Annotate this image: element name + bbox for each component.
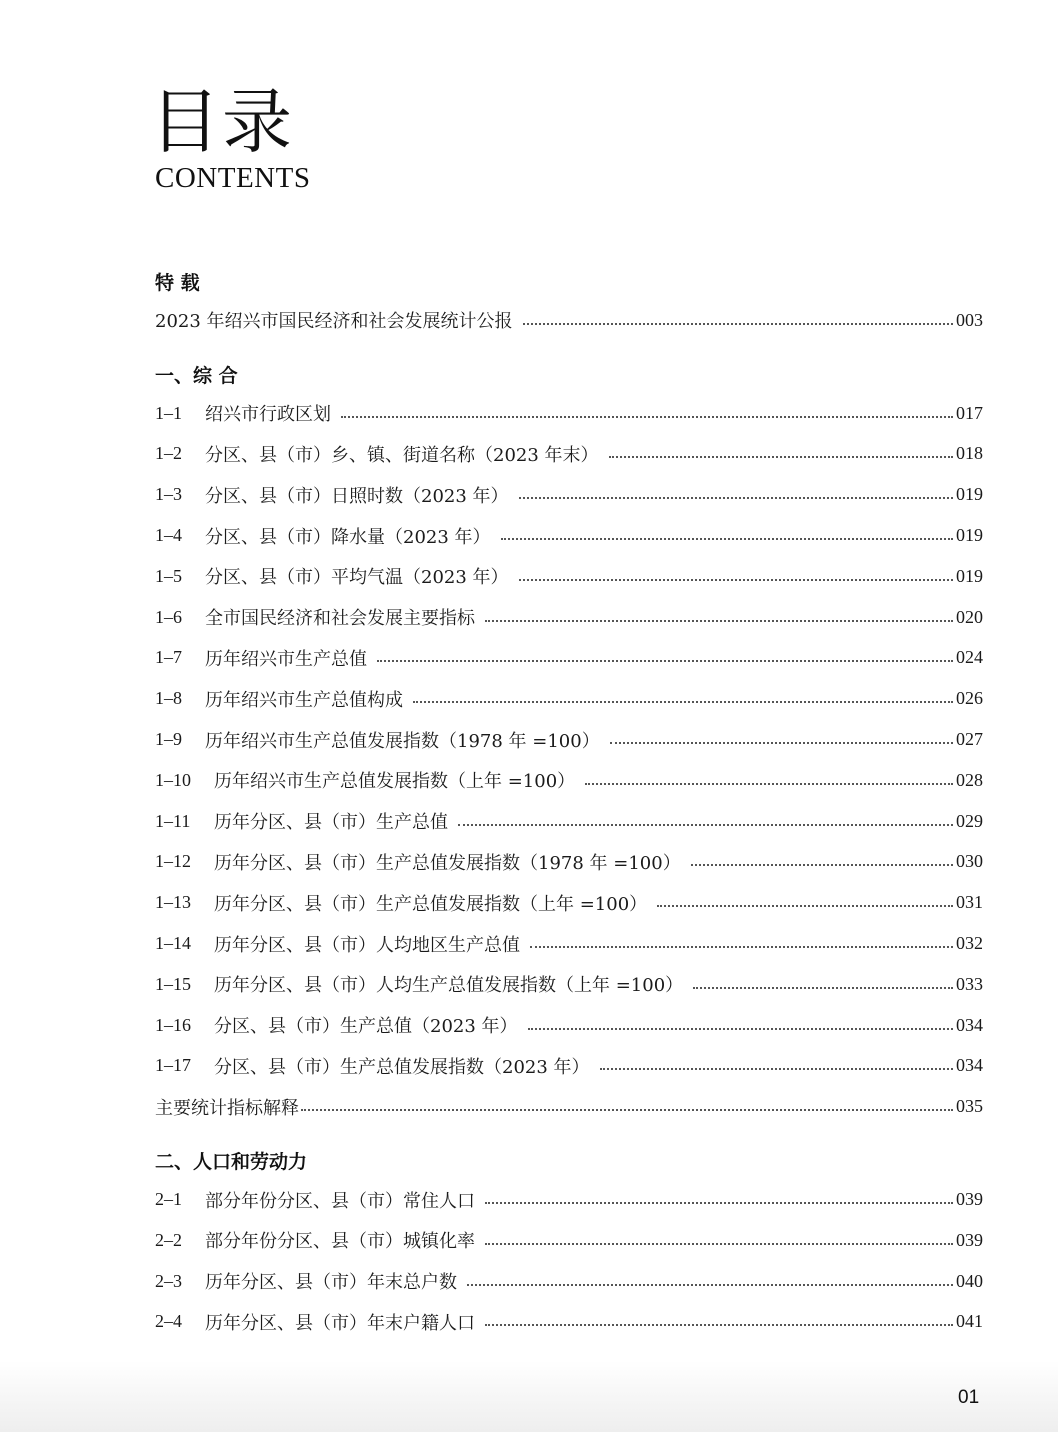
toc-entry-page: 034 xyxy=(956,1055,983,1076)
toc-entry-page: 039 xyxy=(956,1189,983,1210)
page-number: 01 xyxy=(958,1387,980,1408)
section-heading-special: 特 载 xyxy=(155,272,200,294)
toc-entry[interactable] xyxy=(155,964,983,1005)
toc-entry-page: 026 xyxy=(956,688,983,709)
table-of-contents xyxy=(155,266,983,1342)
leader-dots xyxy=(485,1201,953,1204)
toc-entry-number: 1–14 xyxy=(155,933,191,954)
leader-dots xyxy=(485,1242,953,1245)
leader-dots xyxy=(530,945,953,948)
toc-entry[interactable] xyxy=(155,1220,983,1261)
page-title: 目录 xyxy=(150,81,294,163)
toc-entry[interactable] xyxy=(155,515,983,556)
toc-entry-number: 2–4 xyxy=(155,1311,182,1332)
toc-entry-label: 分区、县（市）平均气温（2023 年） xyxy=(205,567,509,589)
toc-entry-label: 分区、县（市）降水量（2023 年） xyxy=(205,526,491,548)
leader-dots xyxy=(585,782,953,785)
toc-entry-label: 历年分区、县（市）人均生产总值发展指数（上年 =100） xyxy=(214,975,684,997)
toc-entry-page: 039 xyxy=(956,1229,983,1250)
toc-entry-number: 1–15 xyxy=(155,973,191,994)
toc-entry-page: 041 xyxy=(956,1311,983,1332)
toc-entry[interactable] xyxy=(155,678,983,719)
leader-dots xyxy=(519,578,953,581)
leader-dots xyxy=(610,741,953,744)
toc-entry-label: 历年绍兴市生产总值发展指数（上年 =100） xyxy=(214,771,576,793)
toc-entry-label: 历年分区、县（市）年末户籍人口 xyxy=(205,1312,475,1334)
toc-entry-page: 024 xyxy=(956,647,983,668)
toc-entry[interactable] xyxy=(155,1086,983,1127)
toc-entry-number: 1–6 xyxy=(155,606,182,627)
leader-dots xyxy=(657,904,953,907)
toc-entry[interactable] xyxy=(155,300,983,341)
toc-entry-label: 历年分区、县（市）生产总值 xyxy=(214,812,448,834)
toc-entry[interactable] xyxy=(155,1261,983,1302)
toc-entry-page: 029 xyxy=(956,810,983,831)
leader-dots xyxy=(693,986,953,989)
leader-dots xyxy=(523,322,953,325)
toc-entry-number: 2–2 xyxy=(155,1229,182,1250)
toc-entry-number: 1–9 xyxy=(155,729,182,750)
toc-entry-label: 2023 年绍兴市国民经济和社会发展统计公报 xyxy=(155,311,513,333)
toc-entry-number: 1–16 xyxy=(155,1014,191,1035)
toc-entry-number: 1–13 xyxy=(155,892,191,913)
page-subtitle: CONTENTS xyxy=(155,162,311,194)
toc-entry-page: 027 xyxy=(956,729,983,750)
toc-entry[interactable] xyxy=(155,882,983,923)
toc-entry-page: 028 xyxy=(956,769,983,790)
toc-entry[interactable] xyxy=(155,760,983,801)
toc-entry-number: 1–10 xyxy=(155,769,191,790)
toc-entry-number: 1–7 xyxy=(155,647,182,668)
toc-entry-page: 017 xyxy=(956,402,983,423)
toc-entry-label: 历年绍兴市生产总值构成 xyxy=(205,689,403,711)
toc-entry-page: 003 xyxy=(956,309,983,330)
toc-entry-page: 034 xyxy=(956,1014,983,1035)
leader-dots xyxy=(377,659,953,662)
toc-entry-number: 2–3 xyxy=(155,1270,182,1291)
toc-entry-page: 035 xyxy=(956,1096,983,1117)
toc-entry-label: 分区、县（市）乡、镇、街道名称（2023 年末） xyxy=(205,444,599,466)
toc-entry-number: 1–4 xyxy=(155,525,182,546)
toc-entry[interactable] xyxy=(155,1302,983,1343)
leader-dots xyxy=(485,1323,953,1326)
leader-dots xyxy=(458,823,953,826)
toc-entry[interactable] xyxy=(155,842,983,883)
toc-entry-label: 主要统计指标解释 xyxy=(155,1097,299,1119)
toc-entry-page: 033 xyxy=(956,973,983,994)
toc-entry-label: 分区、县（市）生产总值发展指数（2023 年） xyxy=(214,1056,590,1078)
toc-entry[interactable] xyxy=(155,1005,983,1046)
toc-entry-page: 040 xyxy=(956,1270,983,1291)
leader-dots xyxy=(301,1108,953,1111)
leader-dots xyxy=(467,1283,953,1286)
toc-entry-page: 019 xyxy=(956,484,983,505)
toc-entry-number: 1–17 xyxy=(155,1055,191,1076)
toc-entry-number: 1–11 xyxy=(155,810,191,831)
leader-dots xyxy=(341,415,953,418)
toc-entry-page: 019 xyxy=(956,525,983,546)
toc-entry-page: 031 xyxy=(956,892,983,913)
toc-entry-page: 030 xyxy=(956,851,983,872)
toc-entry[interactable] xyxy=(155,597,983,638)
leader-dots xyxy=(691,863,953,866)
leader-dots xyxy=(485,619,953,622)
toc-entry[interactable] xyxy=(155,923,983,964)
toc-entry-number: 2–1 xyxy=(155,1189,182,1210)
toc-entry[interactable] xyxy=(155,719,983,760)
toc-entry-page: 032 xyxy=(956,933,983,954)
toc-entry-number: 1–8 xyxy=(155,688,182,709)
toc-entry-label: 历年分区、县（市）年末总户数 xyxy=(205,1272,457,1294)
toc-entry-label: 历年分区、县（市）人均地区生产总值 xyxy=(214,934,520,956)
toc-entry-page: 018 xyxy=(956,443,983,464)
leader-dots xyxy=(519,496,953,499)
toc-entry-label: 历年绍兴市生产总值发展指数（1978 年 =100） xyxy=(205,730,600,752)
toc-entry-page: 019 xyxy=(956,565,983,586)
section-heading-general: 一、综 合 xyxy=(155,364,238,387)
toc-entry[interactable] xyxy=(155,393,983,434)
toc-entry-number: 1–3 xyxy=(155,484,182,505)
leader-dots xyxy=(413,700,953,703)
toc-entry-number: 1–12 xyxy=(155,851,191,872)
toc-entry-page: 020 xyxy=(956,606,983,627)
leader-dots xyxy=(528,1027,953,1030)
leader-dots xyxy=(600,1067,953,1070)
section-heading-population: 二、人口和劳动力 xyxy=(155,1151,308,1174)
toc-entry-label: 历年分区、县（市）生产总值发展指数（上年 =100） xyxy=(214,893,648,915)
toc-entry-number: 1–5 xyxy=(155,565,182,586)
toc-entry-label: 部分年份分区、县（市）常住人口 xyxy=(205,1190,475,1212)
toc-entry[interactable] xyxy=(155,1179,983,1220)
toc-entry[interactable] xyxy=(155,434,983,475)
toc-entry[interactable] xyxy=(155,474,983,515)
toc-entry[interactable] xyxy=(155,801,983,842)
toc-entry-label: 分区、县（市）生产总值（2023 年） xyxy=(214,1016,518,1038)
toc-entry-label: 分区、县（市）日照时数（2023 年） xyxy=(205,485,509,507)
leader-dots xyxy=(501,537,953,540)
toc-entry[interactable] xyxy=(155,638,983,679)
leader-dots xyxy=(609,455,953,458)
toc-entry-label: 绍兴市行政区划 xyxy=(205,404,331,426)
toc-entry-label: 部分年份分区、县（市）城镇化率 xyxy=(205,1231,475,1253)
toc-entry[interactable] xyxy=(155,556,983,597)
toc-entry-number: 1–2 xyxy=(155,443,182,464)
toc-entry-number: 1–1 xyxy=(155,402,182,423)
toc-entry[interactable] xyxy=(155,1046,983,1087)
toc-entry-label: 历年分区、县（市）生产总值发展指数（1978 年 =100） xyxy=(214,852,681,874)
toc-entry-label: 历年绍兴市生产总值 xyxy=(205,648,367,670)
toc-entry-label: 全市国民经济和社会发展主要指标 xyxy=(205,608,475,630)
